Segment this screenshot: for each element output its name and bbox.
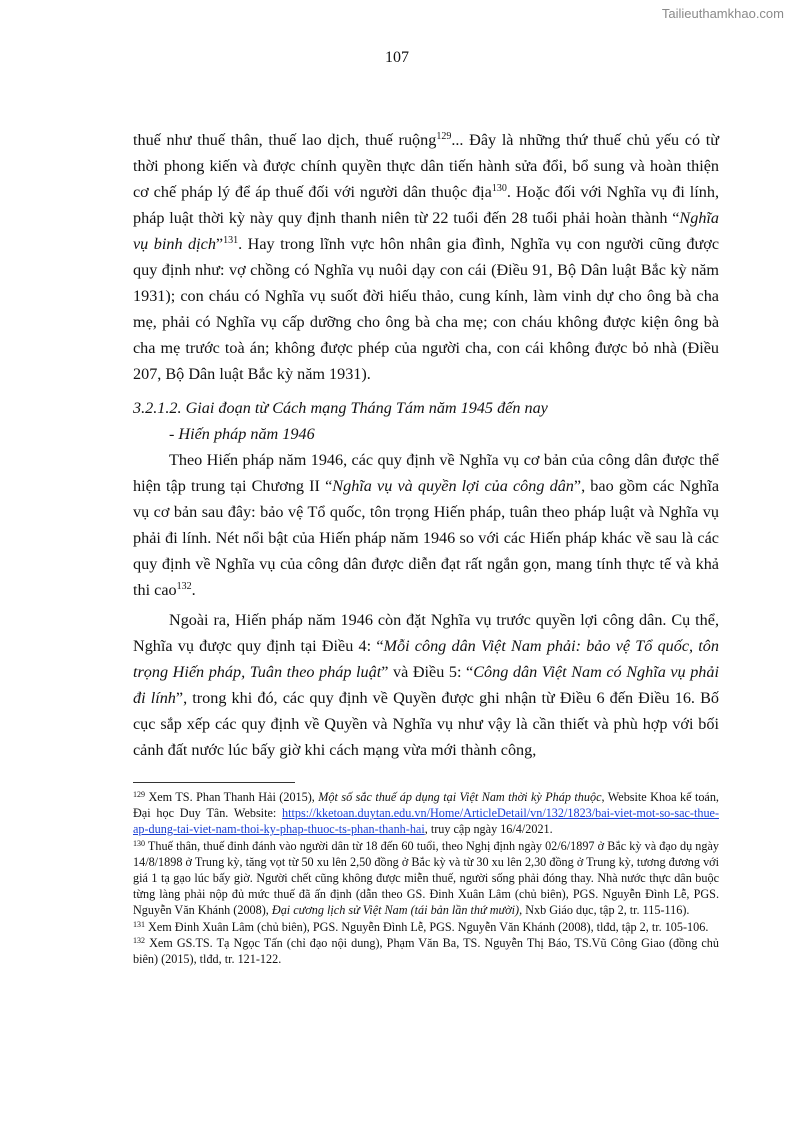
footnote-ref-130[interactable]: 130: [491, 183, 507, 194]
footnote-ref-129[interactable]: 129: [436, 131, 452, 142]
section-heading: 3.2.1.2. Giai đoạn từ Cách mạng Tháng Tám năm 1945 đến nay: [133, 399, 548, 417]
footnote-ref-131[interactable]: 131: [223, 235, 239, 246]
footnote-132: $^{132}$ Xem GS.TS. Tạ Ngọc Tấn (chỉ đạo nội dung), Phạm Văn Ba, TS. Nguyễn Thị Báo, TS.Vũ Công Giao (đồng chủ biên) (2015), tlđd, tr. 121-122.: [133, 935, 719, 967]
paragraph-duties-before-rights: Ngoài ra, Hiến pháp năm 1946 còn đặt Nghĩa vụ trước quyền lợi công dân. Cụ thể, Nghĩa vụ được quy định tại Điều 4: “Mỗi công dân Việt Nam phải: bảo vệ Tổ quốc, tôn trọng Hiến pháp, Tuân theo pháp luật” và Điều 5: “Công dân Việt Nam có Nghĩa vụ phải đi lính”, trong khi đó, các quy định về Quyền được ghi nhận từ Điều 6 đến Điều 16. Bố cục sắp xếp các quy định về Quyền và Nghĩa vụ như vậy là cần thiết và phù hợp với bối cảnh đất nước lúc bấy giờ khi cách mạng vừa mới thành công,: [133, 611, 719, 759]
footnote-link[interactable]: https://kketoan.duytan.edu.vn/Home/ArticleDetail/vn/132/1823/bai-viet-mot-so-sac-thue-ap-dung-tai-viet-nam-thoi-ky-phap-thuoc-ts-phan-thanh-hai: [133, 806, 719, 837]
footnote-129: $^{129}$ Xem TS. Phan Thanh Hải (2015), Một số sắc thuế áp dụng tại Việt Nam thời kỳ Pháp thuộc, Website Khoa kế toán, Đại học Duy Tân. Website: https://kketoan.duytan.edu.vn/Home/ArticleDetail/vn/132/1823/bai-viet-mot-so-sac-thue-ap-dung-tai-viet-nam-thoi-ky-phap-thuoc-ts-phan-thanh-hai, truy cập ngày 16/4/2021.: [133, 790, 719, 837]
main-text: [133, 127, 719, 763]
footnote-130: $^{130}$ Thuế thân, thuế đinh đánh vào người dân từ 18 đến 60 tuổi, theo Nghị định ngày 02/6/1897 ở Bắc kỳ và đạo dụ ngày 14/8/1898 ở Trung kỳ, tăng vọt từ 50 xu lên 2,50 đồng ở Bắc kỳ và từ 30 xu lên 2,30 đồng ở Trung kỳ, tương đương với giá 1 tạ gạo lúc bấy giờ. Người chết cũng không được miễn thuế, người sống phải đóng thay. Nhà nước thực dân buộc từng làng phải nộp đủ mức thuế đã ấn định (dẫn theo GS. Đinh Xuân Lâm (chủ biên), PGS. Nguyễn Đình Lễ, PGS. Nguyễn Văn Khánh (2008), Đại cương lịch sử Việt Nam (tái bản lần thứ mười), Nxb Giáo dục, tập 2, tr. 115-116).: [133, 838, 719, 918]
footnote-131: $^{131}$ Xem Đinh Xuân Lâm (chủ biên), PGS. Nguyễn Đình Lễ, PGS. Nguyễn Văn Khánh (2008), tlđd, tập 2, tr. 105-106.: [133, 919, 709, 934]
paragraph-constitution-1946: Theo Hiến pháp năm 1946, các quy định về Nghĩa vụ cơ bản của công dân được thể hiện tập trung tại Chương II “Nghĩa vụ và quyền lợi của công dân”, bao gồm các Nghĩa vụ cơ bản sau đây: bảo vệ Tổ quốc, tôn trọng Hiến pháp, tuân theo pháp luật và Nghĩa vụ phải đi lính. Nét nổi bật của Hiến pháp năm 1946 so với các Hiến pháp khác về sau là các quy định về Nghĩa vụ của công dân được diễn đạt rất ngắn gọn, mang tính thực tế và khả thi cao$^{132}$.: [133, 451, 720, 599]
footnote-divider: [133, 782, 295, 783]
paragraph-taxes-and-duties: thuế như thuế thân, thuế lao dịch, thuế ruộng$^{129}$... Đây là những thứ thuế chủ yếu có từ thời phong kiến và được chính quyền thực dân tiến hành sửa đổi, bổ sung và hoàn thiện cơ chế pháp lý để áp thuế đối với người dân thuộc địa$^{130}$. Hoặc đối với Nghĩa vụ đi lính, pháp luật thời kỳ này quy định thanh niên từ 22 tuổi đến 28 tuổi phải hoàn thành “Nghĩa vụ binh dịch”$^{131}$. Hay trong lĩnh vực hôn nhân gia đình, Nghĩa vụ con người cũng được quy định như: vợ chồng có Nghĩa vụ nuôi dạy con cái (Điều 91, Bộ Dân luật Bắc kỳ năm 1931); con cháu có Nghĩa vụ suốt đời hiếu thảo, cung kính, làm vinh dự cho ông bà cha mẹ, phải có Nghĩa vụ cấp dưỡng cho ông bà cha mẹ; con cháu không được kiện ông bà cha mẹ trước toà án; không được phép của người cha, con cái không được bỏ nhà (Điều 207, Bộ Dân luật Bắc kỳ năm 1931).: [133, 131, 719, 383]
watermark: Tailieuthamkhao.com: [661, 6, 784, 21]
page-number: 107: [385, 49, 409, 66]
footnotes: [133, 789, 719, 967]
subsection-heading: - Hiến pháp năm 1946: [169, 425, 315, 443]
footnote-ref-132[interactable]: 132: [176, 581, 192, 592]
